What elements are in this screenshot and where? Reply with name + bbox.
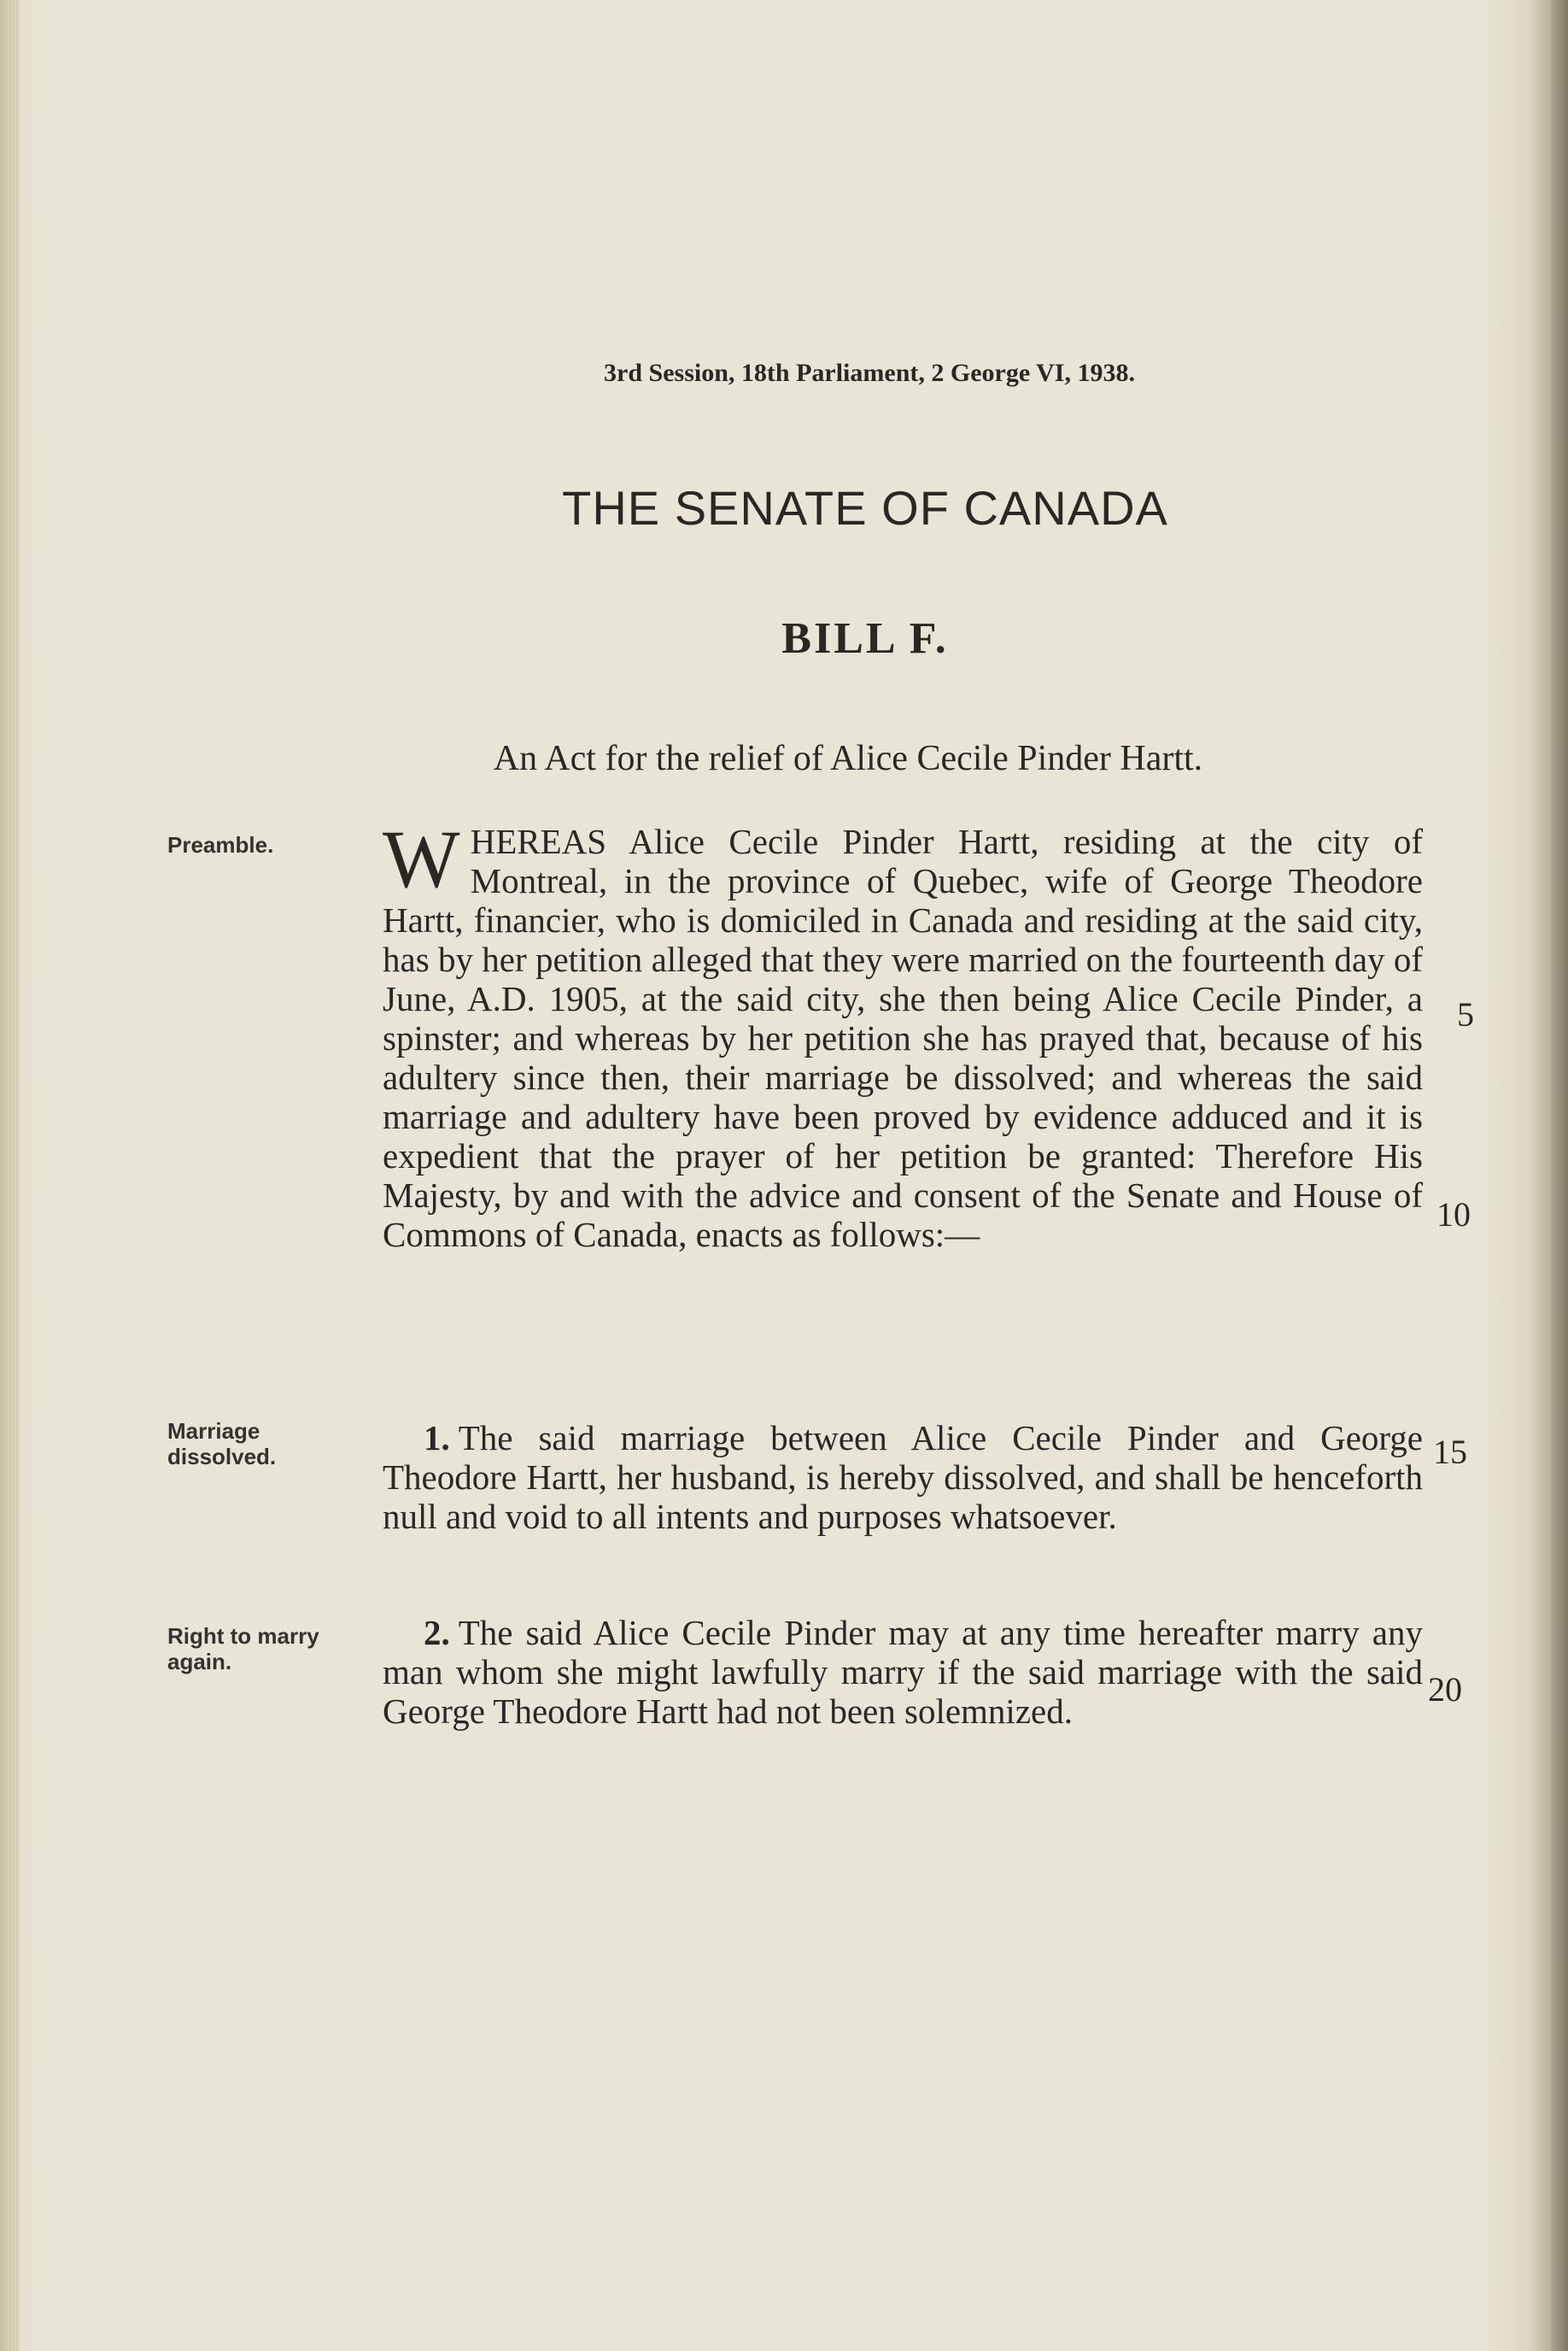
margin-note-right-to-marry: Right to marry again. xyxy=(167,1623,319,1674)
section-2-number: 2. xyxy=(424,1613,450,1652)
line-number: 15 xyxy=(1433,1433,1467,1471)
bill-title: BILL F. xyxy=(781,614,949,663)
preamble-text: HEREAS Alice Cecile Pinder Hartt, residing at the city of Montreal, in the province of Quebec, wife of George Theodore Hartt, financier, who is domiciled in Canada and residing at the said city, has by her petition alleged that they were married on the fourteenth day of June, A.D. 1905, at the said city, she then being Alice Cecile Pinder, a spinster; and whereas by her petition she has prayed that, because of his adultery since then, their marriage be dissolved; and whereas the said marriage and adultery have been proved by evidence adduced and it is expedient that the prayer of her petition be granted: Therefore His Majesty, by and with the advice and consent of the Senate and House of Commons of Canada, enacts as follows:— xyxy=(383,822,1423,1254)
section-1-paragraph xyxy=(383,1418,1423,1536)
margin-note-marriage-dissolved: Marriage dissolved. xyxy=(167,1418,277,1469)
section-1-text: The said marriage between Alice Cecile Pinder and George Theodore Hartt, her husband, is hereby dissolved, and shall be henceforth null and void to all intents and purposes whatsoever. xyxy=(383,1418,1423,1536)
section-2-text: The said Alice Cecile Pinder may at any time hereafter marry any man whom she might lawfully marry if the said marriage with the said George Theodore Hartt had not been solemnized. xyxy=(383,1613,1423,1731)
line-number: 5 xyxy=(1457,995,1474,1034)
session-line: 3rd Session, 18th Parliament, 2 George VI, 1938. xyxy=(604,359,1135,387)
line-number: 20 xyxy=(1428,1670,1462,1709)
drop-cap: W xyxy=(383,813,460,905)
preamble-paragraph xyxy=(383,813,1423,1254)
margin-note-preamble: Preamble. xyxy=(167,832,274,858)
line-number: 10 xyxy=(1436,1195,1471,1234)
section-1-number: 1. xyxy=(424,1418,450,1457)
bill-subtitle: An Act for the relief of Alice Cecile Pinder Hartt. xyxy=(493,739,1203,778)
section-2-paragraph xyxy=(383,1613,1423,1731)
page-right-edge xyxy=(1551,0,1568,2351)
page-left-edge xyxy=(0,0,19,2351)
senate-title: THE SENATE OF CANADA xyxy=(562,481,1168,535)
